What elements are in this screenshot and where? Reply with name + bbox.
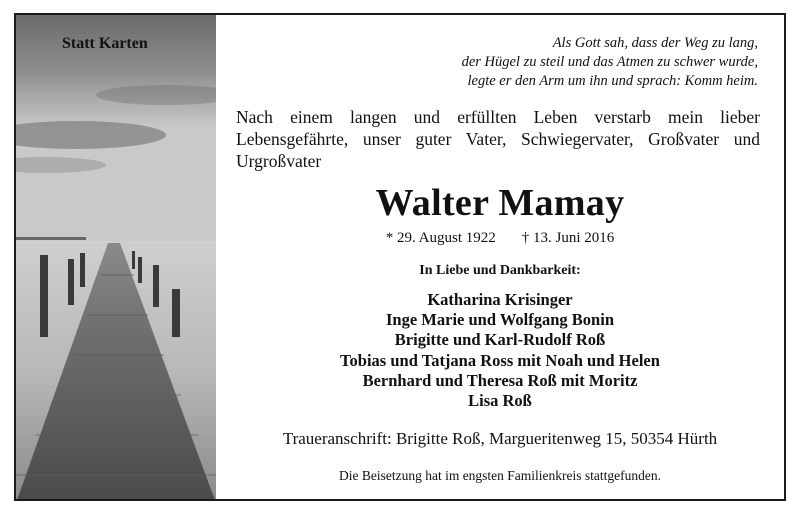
- obituary-card: [14, 13, 786, 501]
- thanks-heading: In Liebe und Dankbarkeit:: [419, 263, 581, 278]
- poem-line: legte er den Arm um ihn und sprach: Komm heim.: [467, 73, 758, 89]
- mourner-name: Lisa Roß: [468, 391, 532, 411]
- mourner-name: Brigitte und Karl-Rudolf Roß: [394, 330, 606, 350]
- intro-text: Nach einem langen und erfüllten Leben verstarb mein lieber Lebensgefährte, unser guter Vater, Schwiegervater, Großvater und Urgroßvater: [236, 107, 760, 171]
- mourner-name: Inge Marie und Wolfgang Bonin: [386, 310, 614, 330]
- mourner-name: Tobias und Tatjana Ross mit Noah und Helen: [340, 350, 660, 370]
- mourning-address: Traueranschrift: Brigitte Roß, Margueritenweg 15, 50354 Hürth: [282, 429, 718, 448]
- obituary-text: [216, 15, 784, 499]
- life-dates: [216, 230, 784, 247]
- poem-line: der Hügel zu steil und das Atmen zu schwer wurde,: [461, 54, 758, 70]
- mourner-name: Bernhard und Theresa Roß mit Moritz: [362, 370, 638, 390]
- poem: [462, 34, 758, 91]
- mourners-list: [216, 290, 784, 411]
- mourner-name: Katharina Krisinger: [427, 290, 573, 309]
- funeral-note: Die Beisetzung hat im engsten Familienkreis stattgefunden.: [338, 468, 662, 483]
- death-date: † 13. Juni 2016: [521, 230, 615, 246]
- deceased-name: Walter Mamay: [375, 182, 625, 224]
- statt-karten-label: Statt Karten: [62, 35, 148, 52]
- poem-line: Als Gott sah, dass der Weg zu lang,: [552, 35, 758, 51]
- pier-photo: [16, 15, 216, 499]
- birth-date: * 29. August 1922: [385, 230, 496, 246]
